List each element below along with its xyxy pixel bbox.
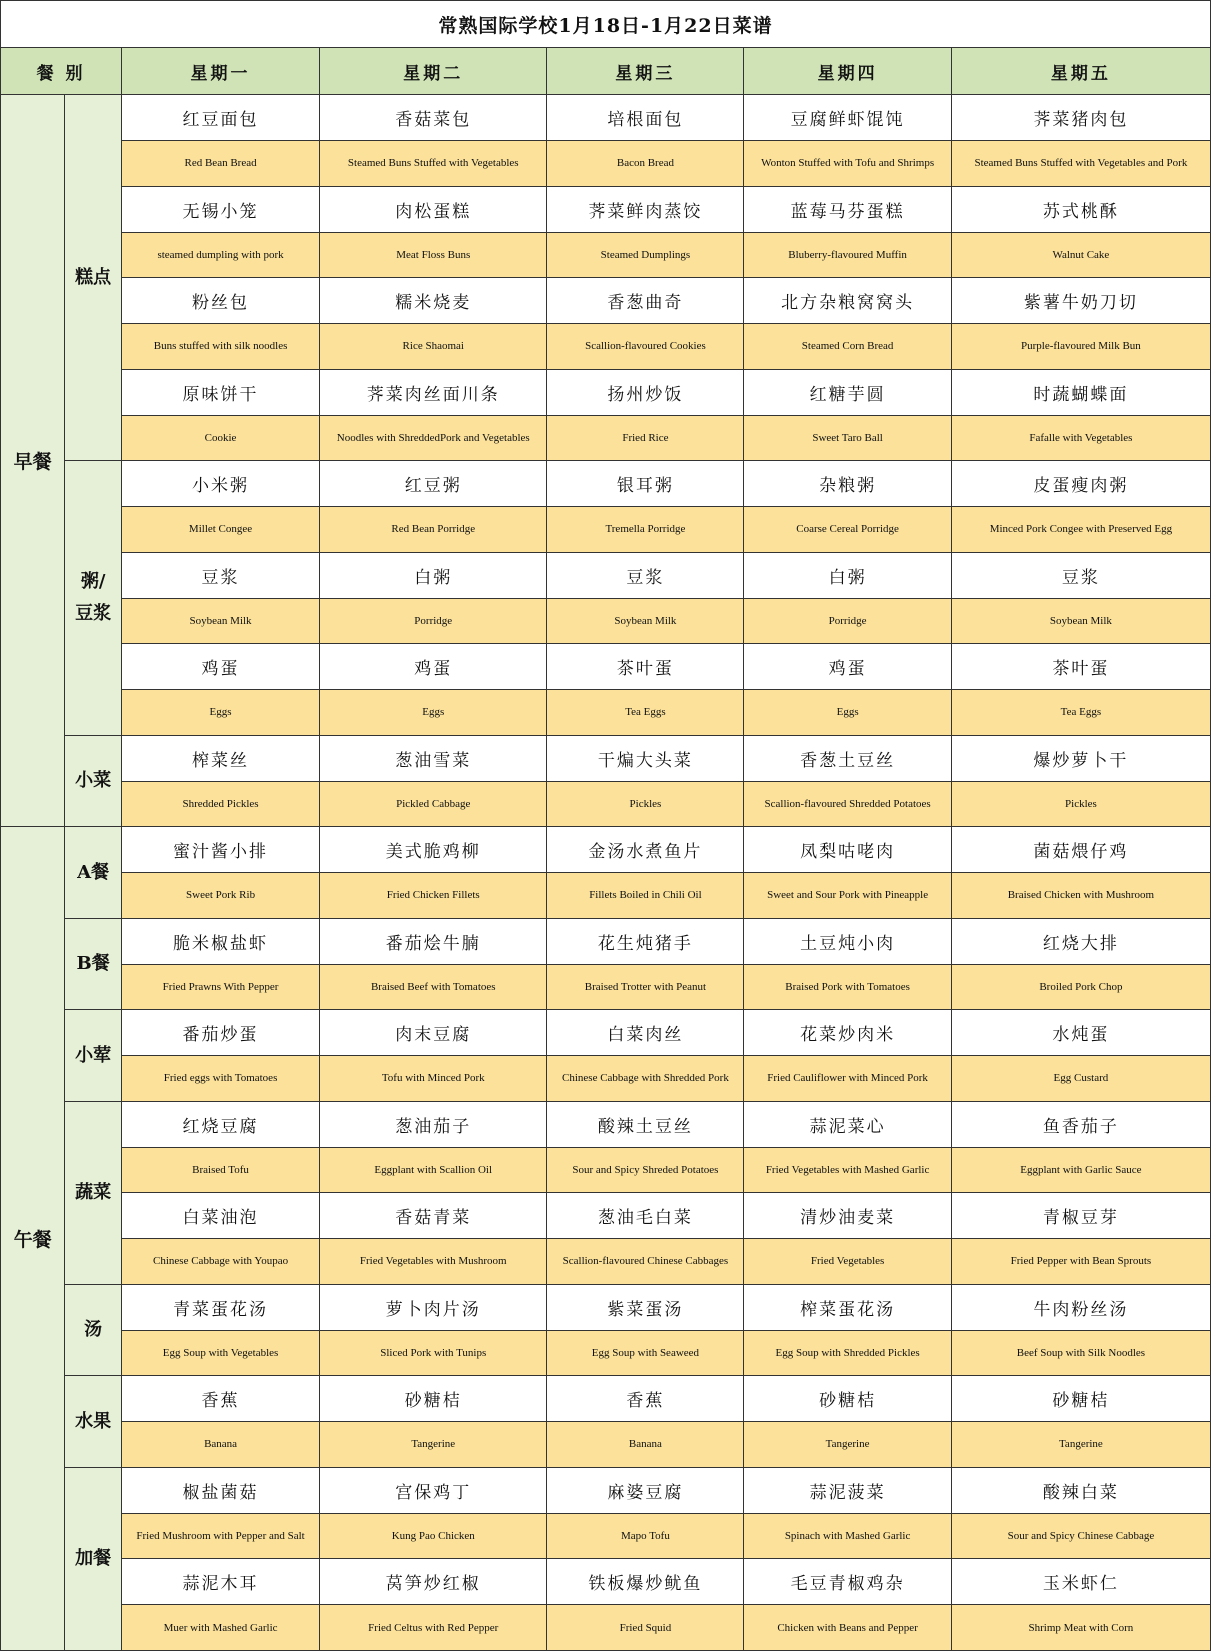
dish-name-zh: 酸辣土豆丝: [547, 1101, 744, 1147]
dish-name-en: Soybean Milk: [951, 598, 1210, 644]
dish-name-en: Millet Congee: [122, 507, 320, 553]
dish-name-zh: 糯米烧麦: [320, 278, 547, 324]
dish-name-en: Braised Chicken with Mushroom: [951, 873, 1210, 919]
dish-name-zh: 荠菜肉丝面川条: [320, 369, 547, 415]
dish-name-en: Red Bean Bread: [122, 141, 320, 187]
dish-name-en: Banana: [547, 1422, 744, 1468]
dish-name-zh: 花菜炒肉米: [744, 1010, 951, 1056]
dish-name-zh: 银耳粥: [547, 461, 744, 507]
dish-name-zh: 蒜泥木耳: [122, 1559, 320, 1605]
dish-name-zh: 红烧豆腐: [122, 1101, 320, 1147]
menu-row: [1, 1010, 1211, 1056]
dish-name-zh: 凤梨咕咾肉: [744, 827, 951, 873]
dish-name-en: Egg Soup with Shredded Pickles: [744, 1330, 951, 1376]
dish-name-en: Tangerine: [744, 1422, 951, 1468]
dish-name-zh: 红豆粥: [320, 461, 547, 507]
dish-name-zh: 麻婆豆腐: [547, 1467, 744, 1513]
menu-row: [1, 1376, 1211, 1422]
menu-row: [1, 369, 1211, 415]
dish-name-zh: 白菜油泡: [122, 1193, 320, 1239]
dish-name-zh: 香蕉: [547, 1376, 744, 1422]
dish-name-zh: 土豆炖小肉: [744, 918, 951, 964]
dish-name-zh: 砂糖桔: [744, 1376, 951, 1422]
menu-row: [1, 918, 1211, 964]
dish-name-en: Porridge: [320, 598, 547, 644]
dish-name-zh: 扬州炒饭: [547, 369, 744, 415]
menu-row: [1, 1513, 1211, 1559]
menu-row: [1, 1101, 1211, 1147]
dish-name-zh: 蒜泥菠菜: [744, 1467, 951, 1513]
dish-name-zh: 香菇青菜: [320, 1193, 547, 1239]
menu-row: [1, 461, 1211, 507]
dish-name-en: Cookie: [122, 415, 320, 461]
dish-name-en: Muer with Mashed Garlic: [122, 1605, 320, 1651]
dish-name-en: Rice Shaomai: [320, 324, 547, 370]
dish-name-zh: 粉丝包: [122, 278, 320, 324]
menu-row: [1, 781, 1211, 827]
dish-name-en: Fried eggs with Tomatoes: [122, 1056, 320, 1102]
dish-name-en: Beef Soup with Silk Noodles: [951, 1330, 1210, 1376]
dish-name-en: Eggs: [744, 690, 951, 736]
dish-name-en: Eggs: [122, 690, 320, 736]
dish-name-en: Egg Soup with Seaweed: [547, 1330, 744, 1376]
dish-name-en: Meat Floss Buns: [320, 232, 547, 278]
dish-name-en: Buns stuffed with silk noodles: [122, 324, 320, 370]
dish-name-zh: 香葱土豆丝: [744, 735, 951, 781]
dish-name-en: Porridge: [744, 598, 951, 644]
menu-row: [1, 552, 1211, 598]
dish-name-en: Steamed Dumplings: [547, 232, 744, 278]
menu-row: [1, 232, 1211, 278]
dish-name-en: Fried Prawns With Pepper: [122, 964, 320, 1010]
menu-row: [1, 827, 1211, 873]
dish-name-en: Eggplant with Scallion Oil: [320, 1147, 547, 1193]
menu-row: [1, 1330, 1211, 1376]
dish-name-zh: 美式脆鸡柳: [320, 827, 547, 873]
page-title: 常熟国际学校1月18日-1月22日菜谱: [1, 1, 1211, 48]
category-label-line: 粥/: [80, 571, 106, 593]
category-label: B餐: [65, 918, 122, 1010]
dish-name-en: Soybean Milk: [547, 598, 744, 644]
menu-row: [1, 415, 1211, 461]
dish-name-zh: 鸡蛋: [744, 644, 951, 690]
header-day-tue: 星期二: [320, 48, 547, 95]
dish-name-zh: 肉末豆腐: [320, 1010, 547, 1056]
dish-name-zh: 豆浆: [951, 552, 1210, 598]
dish-name-zh: 干煸大头菜: [547, 735, 744, 781]
dish-name-zh: 水炖蛋: [951, 1010, 1210, 1056]
dish-name-zh: 皮蛋瘦肉粥: [951, 461, 1210, 507]
dish-name-zh: 蒜泥菜心: [744, 1101, 951, 1147]
dish-name-zh: 红糖芋圆: [744, 369, 951, 415]
dish-name-zh: 榨菜丝: [122, 735, 320, 781]
dish-name-en: Sweet Taro Ball: [744, 415, 951, 461]
menu-row: [1, 186, 1211, 232]
dish-name-en: Eggs: [320, 690, 547, 736]
category-label: 小菜: [65, 735, 122, 827]
dish-name-zh: 葱油毛白菜: [547, 1193, 744, 1239]
dish-name-en: Fried Vegetables with Mushroom: [320, 1239, 547, 1285]
dish-name-zh: 葱油茄子: [320, 1101, 547, 1147]
dish-name-zh: 豆浆: [547, 552, 744, 598]
dish-name-zh: 荠菜猪肉包: [951, 95, 1210, 141]
dish-name-en: Banana: [122, 1422, 320, 1468]
dish-name-en: Spinach with Mashed Garlic: [744, 1513, 951, 1559]
dish-name-zh: 青菜蛋花汤: [122, 1284, 320, 1330]
dish-name-zh: 荠菜鲜肉蒸饺: [547, 186, 744, 232]
dish-name-en: Scallion-flavoured Chinese Cabbages: [547, 1239, 744, 1285]
menu-row: [1, 1193, 1211, 1239]
menu-row: [1, 1147, 1211, 1193]
dish-name-en: Wonton Stuffed with Tofu and Shrimps: [744, 141, 951, 187]
dish-name-en: Chinese Cabbage with Youpao: [122, 1239, 320, 1285]
dish-name-en: Tea Eggs: [951, 690, 1210, 736]
dish-name-zh: 紫菜蛋汤: [547, 1284, 744, 1330]
dish-name-zh: 无锡小笼: [122, 186, 320, 232]
menu-row: [1, 507, 1211, 553]
dish-name-zh: 榨菜蛋花汤: [744, 1284, 951, 1330]
dish-name-en: Fillets Boiled in Chili Oil: [547, 873, 744, 919]
dish-name-zh: 萝卜肉片汤: [320, 1284, 547, 1330]
dish-name-en: Sweet Pork Rib: [122, 873, 320, 919]
dish-name-en: Fried Vegetables: [744, 1239, 951, 1285]
dish-name-en: Fried Rice: [547, 415, 744, 461]
dish-name-en: Tofu with Minced Pork: [320, 1056, 547, 1102]
dish-name-zh: 牛肉粉丝汤: [951, 1284, 1210, 1330]
dish-name-en: Sour and Spicy Shreded Potatoes: [547, 1147, 744, 1193]
dish-name-zh: 金汤水煮鱼片: [547, 827, 744, 873]
dish-name-en: Braised Tofu: [122, 1147, 320, 1193]
dish-name-zh: 鸡蛋: [122, 644, 320, 690]
menu-row: [1, 141, 1211, 187]
dish-name-zh: 白菜肉丝: [547, 1010, 744, 1056]
dish-name-zh: 茶叶蛋: [547, 644, 744, 690]
dish-name-zh: 豆腐鲜虾馄饨: [744, 95, 951, 141]
dish-name-zh: 番茄炒蛋: [122, 1010, 320, 1056]
dish-name-en: Bacon Bread: [547, 141, 744, 187]
category-label: [65, 461, 122, 736]
dish-name-en: Chicken with Beans and Pepper: [744, 1605, 951, 1651]
dish-name-en: Fried Mushroom with Pepper and Salt: [122, 1513, 320, 1559]
dish-name-zh: 鱼香茄子: [951, 1101, 1210, 1147]
dish-name-en: Tea Eggs: [547, 690, 744, 736]
dish-name-zh: 铁板爆炒鱿鱼: [547, 1559, 744, 1605]
lunch-meal-label: 午餐: [1, 827, 65, 1651]
dish-name-zh: 茶叶蛋: [951, 644, 1210, 690]
dish-name-zh: 番茄烩牛腩: [320, 918, 547, 964]
menu-row: [1, 598, 1211, 644]
dish-name-zh: 时蔬蝴蝶面: [951, 369, 1210, 415]
dish-name-zh: 红烧大排: [951, 918, 1210, 964]
dish-name-en: Shrimp Meat with Corn: [951, 1605, 1210, 1651]
dish-name-en: Tremella Porridge: [547, 507, 744, 553]
menu-row: [1, 95, 1211, 141]
dish-name-en: Pickled Cabbage: [320, 781, 547, 827]
dish-name-zh: 北方杂粮窝窝头: [744, 278, 951, 324]
dish-name-zh: 培根面包: [547, 95, 744, 141]
dish-name-en: Fried Celtus with Red Pepper: [320, 1605, 547, 1651]
dish-name-en: Fried Pepper with Bean Sprouts: [951, 1239, 1210, 1285]
dish-name-zh: 酸辣白菜: [951, 1467, 1210, 1513]
category-label: A餐: [65, 827, 122, 919]
menu-row: [1, 1056, 1211, 1102]
dish-name-zh: 毛豆青椒鸡杂: [744, 1559, 951, 1605]
dish-name-en: Fried Cauliflower with Minced Pork: [744, 1056, 951, 1102]
dish-name-zh: 红豆面包: [122, 95, 320, 141]
dish-name-zh: 香葱曲奇: [547, 278, 744, 324]
category-label-line: 豆浆: [75, 603, 112, 625]
dish-name-zh: 青椒豆芽: [951, 1193, 1210, 1239]
menu-row: [1, 644, 1211, 690]
dish-name-en: Shredded Pickles: [122, 781, 320, 827]
menu-row: [1, 324, 1211, 370]
category-label: 水果: [65, 1376, 122, 1468]
dish-name-zh: 清炒油麦菜: [744, 1193, 951, 1239]
category-label: 汤: [65, 1284, 122, 1376]
dish-name-en: Pickles: [547, 781, 744, 827]
dish-name-zh: 花生炖猪手: [547, 918, 744, 964]
dish-name-en: Minced Pork Congee with Preserved Egg: [951, 507, 1210, 553]
dish-name-zh: 爆炒萝卜干: [951, 735, 1210, 781]
dish-name-zh: 苏式桃酥: [951, 186, 1210, 232]
dish-name-zh: 肉松蛋糕: [320, 186, 547, 232]
dish-name-zh: 小米粥: [122, 461, 320, 507]
dish-name-zh: 豆浆: [122, 552, 320, 598]
dish-name-zh: 砂糖桔: [951, 1376, 1210, 1422]
menu-row: [1, 1422, 1211, 1468]
dish-name-en: Walnut Cake: [951, 232, 1210, 278]
category-label: 加餐: [65, 1467, 122, 1650]
dish-name-en: Coarse Cereal Porridge: [744, 507, 951, 553]
menu-row: [1, 735, 1211, 781]
dish-name-en: Bluberry-flavoured Muffin: [744, 232, 951, 278]
dish-name-en: Mapo Tofu: [547, 1513, 744, 1559]
dish-name-en: Braised Pork with Tomatoes: [744, 964, 951, 1010]
dish-name-zh: 葱油雪菜: [320, 735, 547, 781]
dish-name-en: Egg Soup with Vegetables: [122, 1330, 320, 1376]
dish-name-zh: 椒盐菌菇: [122, 1467, 320, 1513]
dish-name-zh: 香菇菜包: [320, 95, 547, 141]
menu-row: [1, 873, 1211, 919]
dish-name-en: Chinese Cabbage with Shredded Pork: [547, 1056, 744, 1102]
dish-name-zh: 香蕉: [122, 1376, 320, 1422]
dish-name-en: Braised Trotter with Peanut: [547, 964, 744, 1010]
dish-name-en: Sour and Spicy Chinese Cabbage: [951, 1513, 1210, 1559]
menu-row: [1, 1239, 1211, 1285]
menu-row: [1, 1284, 1211, 1330]
dish-name-zh: 玉米虾仁: [951, 1559, 1210, 1605]
dish-name-zh: 杂粮粥: [744, 461, 951, 507]
header-category: 餐 别: [1, 48, 122, 95]
dish-name-zh: 菌菇煨仔鸡: [951, 827, 1210, 873]
dish-name-en: Tangerine: [951, 1422, 1210, 1468]
dish-name-en: Tangerine: [320, 1422, 547, 1468]
dish-name-en: Noodles with ShreddedPork and Vegetables: [320, 415, 547, 461]
dish-name-zh: 鸡蛋: [320, 644, 547, 690]
dish-name-en: Sweet and Sour Pork with Pineapple: [744, 873, 951, 919]
dish-name-en: Fried Vegetables with Mashed Garlic: [744, 1147, 951, 1193]
dish-name-en: Steamed Corn Bread: [744, 324, 951, 370]
dish-name-en: Scallion-flavoured Cookies: [547, 324, 744, 370]
dish-name-zh: 脆米椒盐虾: [122, 918, 320, 964]
category-label: 蔬菜: [65, 1101, 122, 1284]
dish-name-en: Egg Custard: [951, 1056, 1210, 1102]
dish-name-en: Fried Chicken Fillets: [320, 873, 547, 919]
menu-row: [1, 964, 1211, 1010]
dish-name-en: Fried Squid: [547, 1605, 744, 1651]
menu-row: [1, 1559, 1211, 1605]
dish-name-en: Red Bean Porridge: [320, 507, 547, 553]
dish-name-en: Purple-flavoured Milk Bun: [951, 324, 1210, 370]
category-label: 小荤: [65, 1010, 122, 1102]
dish-name-zh: 原味饼干: [122, 369, 320, 415]
dish-name-en: Kung Pao Chicken: [320, 1513, 547, 1559]
dish-name-zh: 蜜汁酱小排: [122, 827, 320, 873]
dish-name-en: Eggplant with Garlic Sauce: [951, 1147, 1210, 1193]
menu-row: [1, 1467, 1211, 1513]
category-label: 糕点: [65, 95, 122, 461]
dish-name-zh: 白粥: [744, 552, 951, 598]
dish-name-en: Scallion-flavoured Shredded Potatoes: [744, 781, 951, 827]
dish-name-zh: 莴笋炒红椒: [320, 1559, 547, 1605]
dish-name-zh: 紫薯牛奶刀切: [951, 278, 1210, 324]
menu-row: [1, 690, 1211, 736]
menu-row: [1, 278, 1211, 324]
dish-name-en: Soybean Milk: [122, 598, 320, 644]
dish-name-en: Steamed Buns Stuffed with Vegetables: [320, 141, 547, 187]
header-day-fri: 星期五: [951, 48, 1210, 95]
dish-name-zh: 白粥: [320, 552, 547, 598]
header-day-wed: 星期三: [547, 48, 744, 95]
breakfast-meal-label: 早餐: [1, 95, 65, 827]
header-day-mon: 星期一: [122, 48, 320, 95]
dish-name-en: Broiled Pork Chop: [951, 964, 1210, 1010]
dish-name-en: Braised Beef with Tomatoes: [320, 964, 547, 1010]
dish-name-en: steamed dumpling with pork: [122, 232, 320, 278]
dish-name-zh: 砂糖桔: [320, 1376, 547, 1422]
header-day-thu: 星期四: [744, 48, 951, 95]
dish-name-zh: 蓝莓马芬蛋糕: [744, 186, 951, 232]
dish-name-en: Fafalle with Vegetables: [951, 415, 1210, 461]
dish-name-zh: 宫保鸡丁: [320, 1467, 547, 1513]
menu-row: [1, 1605, 1211, 1651]
dish-name-en: Sliced Pork with Tunips: [320, 1330, 547, 1376]
dish-name-en: Pickles: [951, 781, 1210, 827]
dish-name-en: Steamed Buns Stuffed with Vegetables and Pork: [951, 141, 1210, 187]
